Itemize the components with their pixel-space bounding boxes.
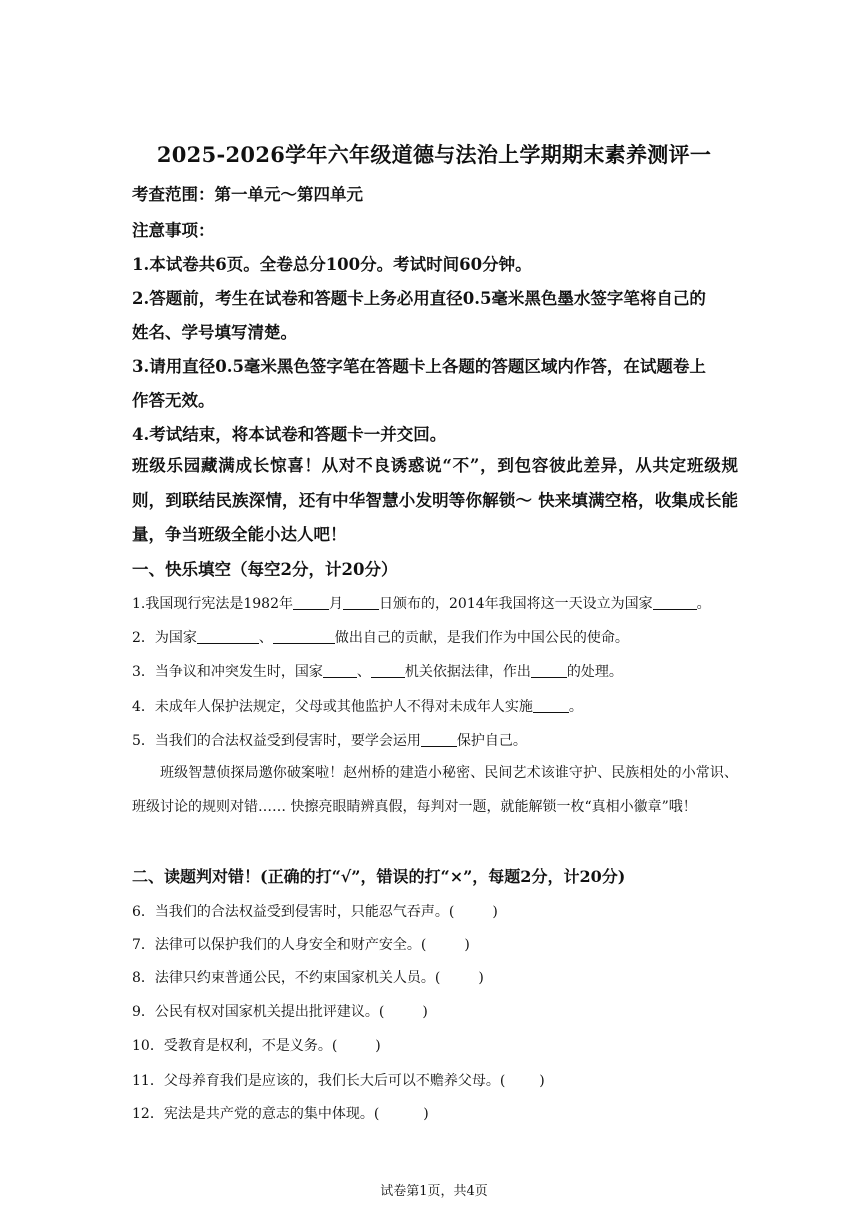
q1-text-a: 1.我国现行宪法是1982年 (132, 596, 293, 612)
question-3 (132, 661, 742, 681)
judge-question (132, 1035, 742, 1055)
close-paren: ) (492, 904, 498, 920)
question-2 (132, 627, 742, 647)
q2-text-a: 2．为国家 (132, 630, 197, 646)
answer-blank[interactable] (293, 595, 329, 610)
q2-text-c: 做出自己的贡献，是我们作为中国公民的使命。 (334, 630, 629, 646)
question-12-text: 12．宪法是共产党的意志的集中体现。( (132, 1106, 380, 1122)
q3-text-d: 的处理。 (566, 664, 623, 680)
notice-heading: 注意事项： (132, 221, 215, 240)
notice-item: 2.答题前，考生在试卷和答题卡上务必用直径0.5毫米黑色墨水签字笔将自己的 (132, 289, 706, 308)
answer-blank[interactable] (273, 629, 335, 644)
question-4 (132, 696, 742, 716)
notice-item: 作答无效。 (132, 391, 215, 410)
notice-item: 1.本试卷共6页。全卷总分100分。考试时间60分钟。 (132, 255, 532, 274)
q3-text-a: 3．当争议和冲突发生时，国家 (132, 664, 323, 680)
answer-blank[interactable] (343, 595, 379, 610)
close-paren: ) (539, 1073, 545, 1089)
page-title: 2025-2026学年六年级道德与法治上学期期末素养测评一 (156, 142, 712, 167)
answer-blank[interactable] (323, 663, 357, 678)
q5-text-b: 保护自己。 (456, 733, 527, 749)
answer-blank[interactable] (533, 698, 569, 713)
q3-text-c: 机关依据法律，作出 (404, 664, 531, 680)
notice-item: 4.考试结束，将本试卷和答题卡一并交回。 (132, 425, 447, 444)
judge-question (132, 934, 742, 954)
q1-text-d: 。 (696, 596, 711, 612)
notice-item: 姓名、学号填写清楚。 (132, 323, 297, 342)
close-paren: ) (478, 970, 484, 986)
close-paren: ) (422, 1004, 428, 1020)
answer-blank[interactable] (653, 595, 697, 610)
answer-blank[interactable] (197, 629, 259, 644)
judge-question (132, 901, 742, 921)
q1-text-c: 日颁布的，2014年我国将这一天设立为国家 (379, 596, 653, 612)
question-10-text: 10．受教育是权利，不是义务。( (132, 1038, 338, 1054)
q4-text-a: 4．未成年人保护法规定，父母或其他监护人不得对未成年人实施 (132, 699, 533, 715)
question-8-text: 8．法律只约束普通公民，不约束国家机关人员。( (132, 970, 441, 986)
page-footer: 试卷第1页，共4页 (380, 1184, 488, 1199)
q2-text-b: 、 (258, 630, 273, 646)
judge-question (132, 1070, 742, 1090)
question-5 (132, 730, 742, 750)
answer-blank[interactable] (421, 732, 457, 747)
q3-text-b: 、 (356, 664, 371, 680)
intro-paragraph: 班级乐园藏满成长惊喜！从对不良诱惑说“不”，到包容彼此差异，从共定班级规则，到联结民族深情，还有中华智慧小发明等你解锁～ 快来填满空格，收集成长能量，争当班级全能小达人吧！ (132, 456, 738, 544)
judge-question (132, 967, 742, 987)
close-paren: ) (464, 937, 470, 953)
detective-paragraph: 班级智慧侦探局邀你破案啦！赵州桥的建造小秘密、民间艺术该谁守护、民族相处的小常识、班级讨论的规则对错…… 快擦亮眼睛辨真假，每判对一题，就能解锁一枚“真相小徽章”哦！ (132, 765, 738, 815)
q1-text-b: 月 (329, 596, 343, 612)
question-11-text: 11．父母养育我们是应该的，我们长大后可以不赡养父母。( (132, 1073, 506, 1089)
answer-blank[interactable] (531, 663, 567, 678)
exam-scope: 考查范围：第一单元～第四单元 (132, 185, 363, 204)
question-9-text: 9．公民有权对国家机关提出批评建议。( (132, 1004, 385, 1020)
q4-text-b: 。 (568, 699, 583, 715)
close-paren: ) (375, 1038, 381, 1054)
section1-heading: 一、快乐填空（每空2分，计20分） (132, 560, 398, 579)
close-paren: ) (423, 1106, 429, 1122)
question-1 (132, 593, 742, 613)
q5-text-a: 5．当我们的合法权益受到侵害时，要学会运用 (132, 733, 421, 749)
judge-question (132, 1103, 742, 1123)
notice-item: 3.请用直径0.5毫米黑色签字笔在答题卡上各题的答题区域内作答，在试题卷上 (132, 357, 706, 376)
question-7-text: 7．法律可以保护我们的人身安全和财产安全。( (132, 937, 427, 953)
answer-blank[interactable] (371, 663, 405, 678)
question-6-text: 6．当我们的合法权益受到侵害时，只能忍气吞声。( (132, 904, 455, 920)
section2-heading: 二、读题判对错！(正确的打“√”，错误的打“×”，每题2分，计20分) (132, 867, 626, 886)
judge-question (132, 1001, 742, 1021)
